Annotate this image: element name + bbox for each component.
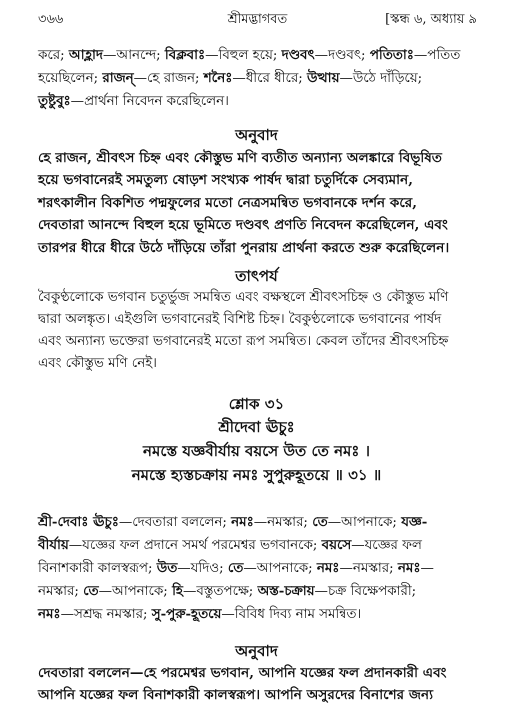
synonym-term: তে [312, 514, 328, 530]
synonym-meaning: —যজ্ঞের ফল [351, 538, 422, 553]
synonym-meaning: —সশ্রদ্ধ নমস্কার; [60, 607, 152, 622]
synonym-meaning: —দণ্ডবৎ; [314, 48, 370, 63]
purport-line: দ্বারা অলঙ্কৃত। এইগুলি ভগবানেরই বিশিষ্ট চিহ্ন। বৈকুণ্ঠলোকে ভগবানের পার্ষদ [38, 312, 442, 327]
verse-speaker: শ্রীদেবা ঊচুঃ [218, 418, 295, 436]
synonym-term: নমঃ [38, 606, 61, 622]
synonym-term: উত [156, 560, 178, 576]
translation-line: তারপর ধীরে ধীরে উঠে দাঁড়িয়ে তাঁরা পুনরায় প্রার্থনা করতে শুরু করেছিলেন। [38, 239, 450, 256]
translation-line: দেবতারা বললেন—হে পরমেশ্বর ভগবান, আপনি যজ্ঞের ফল প্রদানকারী এবং [38, 665, 447, 681]
translation-text-2 [38, 662, 478, 707]
synonym-meaning: —বিবিধ দিব্য নাম সমন্বিত। [221, 607, 362, 622]
synonym-meaning: —হে রাজন; [133, 71, 204, 86]
translation-heading-2: অনুবাদ [235, 642, 278, 660]
synonym-term: বিক্লবাঃ [164, 47, 206, 63]
purport-line: এবং কৌস্তুভ মণি নেই। [38, 356, 157, 371]
synonym-meaning: —পতিত [413, 48, 461, 63]
synonym-meaning: — [420, 561, 434, 576]
synonyms-verse [38, 511, 478, 626]
synonym-term: উত্থায় [307, 70, 340, 86]
synonym-meaning: —যদিও; [177, 561, 228, 576]
synonym-meaning: হয়েছিলেন; [38, 71, 103, 86]
synonym-meaning: —দেবতারা বললেন; [118, 515, 232, 530]
translation-line: দেবতারা আনন্দে বিহুল হয়ে ভূমিতে দণ্ডবৎ প্রণতি নিবেদন করেছিলেন, এবং [38, 217, 448, 234]
synonym-meaning: বিনাশকারী কালস্বরূপ; [38, 561, 157, 576]
synonym-meaning: —ধীরে ধীরে; [232, 71, 307, 86]
purport-heading: তাৎপর্য [235, 267, 278, 285]
synonym-term: অস্ত-চক্রায় [257, 583, 315, 599]
synonym-meaning: —বিহুল হয়ে; [205, 48, 282, 63]
synonym-line [38, 580, 478, 603]
synonym-term: নমঃ [316, 560, 340, 576]
synonyms-top [38, 44, 478, 113]
synonym-term: দণ্ডবৎ [281, 47, 315, 63]
synonym-line [38, 534, 478, 557]
synonym-line [38, 603, 478, 626]
synonym-term: হি [172, 583, 183, 599]
purport-line: বৈকুণ্ঠলোকে ভগবান চতুর্ভুজ সমন্বিত এবং বক্ষস্থলে শ্রীবৎসচিহ্ন ও কৌস্তুভ মণি [38, 290, 449, 305]
synonym-term: আহ্লাদ [68, 47, 103, 63]
translation-heading: অনুবাদ [235, 126, 278, 144]
translation-text [38, 147, 478, 259]
synonym-term: বীর্যায় [38, 537, 69, 553]
page-header [38, 8, 477, 30]
synonym-term: তুষ্টুবুঃ [38, 93, 71, 109]
synonym-term: পতিতাঃ [369, 47, 414, 63]
synonym-term: নমঃ [397, 560, 421, 576]
translation-line: হয়ে ভগবানেরই সমতুল্য ষোড়শ সংখ্যক পার্ষদ দ্বারা চতুর্দিকে সেব্যমান, [38, 172, 413, 189]
synonym-meaning: করে; [38, 48, 69, 63]
synonym-meaning: —আপনাকে; [327, 515, 402, 530]
synonym-meaning: —যজ্ঞের ফল প্রদানে সমর্থ পরমেশ্বর ভগবানকে; [68, 538, 322, 553]
synonym-term: তে [83, 583, 99, 599]
synonym-term: তে [227, 560, 244, 576]
synonym-term: সু-পুরু-হূতয়ে [151, 606, 222, 622]
translation-line: শরৎকালীন বিকশিত পদ্মফুলের মতো নেত্রসমন্বিত ভগবানকে দর্শন করে, [38, 194, 418, 211]
chapter-reference: [স্কন্ধ ৬, অধ্যায় ৯ [385, 12, 477, 27]
synonym-line [38, 511, 478, 534]
synonym-line [38, 44, 478, 67]
synonym-term: শনৈঃ [203, 70, 233, 86]
synonym-meaning: —আনন্দে; [102, 48, 165, 63]
verse-line-2: নমস্তে হ্যস্তচক্রায় নমঃ সুপুরুহূতয়ে ॥ ৩১ ॥ [131, 466, 382, 484]
synonym-meaning: —চক্র বিক্ষেপকারী; [314, 584, 417, 599]
purport-text [38, 287, 478, 375]
synonym-term: রাজন্ [102, 70, 134, 86]
verse-line-1: নমস্তে যজ্ঞবীর্যায় বয়সে উত তে নমঃ । [143, 442, 370, 460]
synonym-meaning: —উঠে দাঁড়িয়ে; [339, 71, 423, 86]
synonym-meaning: —প্রার্থনা নিবেদন করেছিলেন। [70, 94, 229, 109]
purport-line: এবং অন্যান্য ভক্তেরা ভগবানেরই মতো রূপ সমন্বিত। কেবল তাঁদের শ্রীবৎসচিহ্ন [38, 334, 449, 349]
synonym-meaning: —আপনাকে; [98, 584, 173, 599]
synonym-term: বয়সে [321, 537, 352, 553]
synonym-line [38, 90, 478, 113]
synonym-term: নমঃ [231, 514, 254, 530]
translation-line: আপনি যজ্ঞের ফল বিনাশকারী কালস্বরূপ। আপনি অসুরদের বিনাশের জন্য [38, 687, 434, 704]
synonym-line [38, 67, 478, 90]
page-number: ৩৬৬ [38, 12, 64, 27]
synonym-meaning: —বস্তুতপক্ষে; [182, 584, 258, 599]
synonym-line [38, 557, 478, 580]
synonym-meaning: —আপনাকে; [243, 561, 317, 576]
synonym-meaning: —নমস্কার; [253, 515, 313, 530]
synonym-term: শ্রী-দেবাঃ ঊচুঃ [38, 514, 119, 530]
translation-line: হে রাজন, শ্রীবৎস চিহ্ন এবং কৌস্তুভ মণি ব্যতীত অন্যান্য অলঙ্কারে বিভূষিত [38, 150, 443, 166]
verse-number: শ্লোক ৩১ [228, 395, 285, 413]
synonym-meaning: নমস্কার; [38, 584, 84, 599]
synonym-term: যজ্ঞ- [401, 514, 428, 530]
synonym-meaning: —নমস্কার; [339, 561, 398, 576]
running-title: শ্রীমদ্ভাগবত [227, 12, 288, 27]
